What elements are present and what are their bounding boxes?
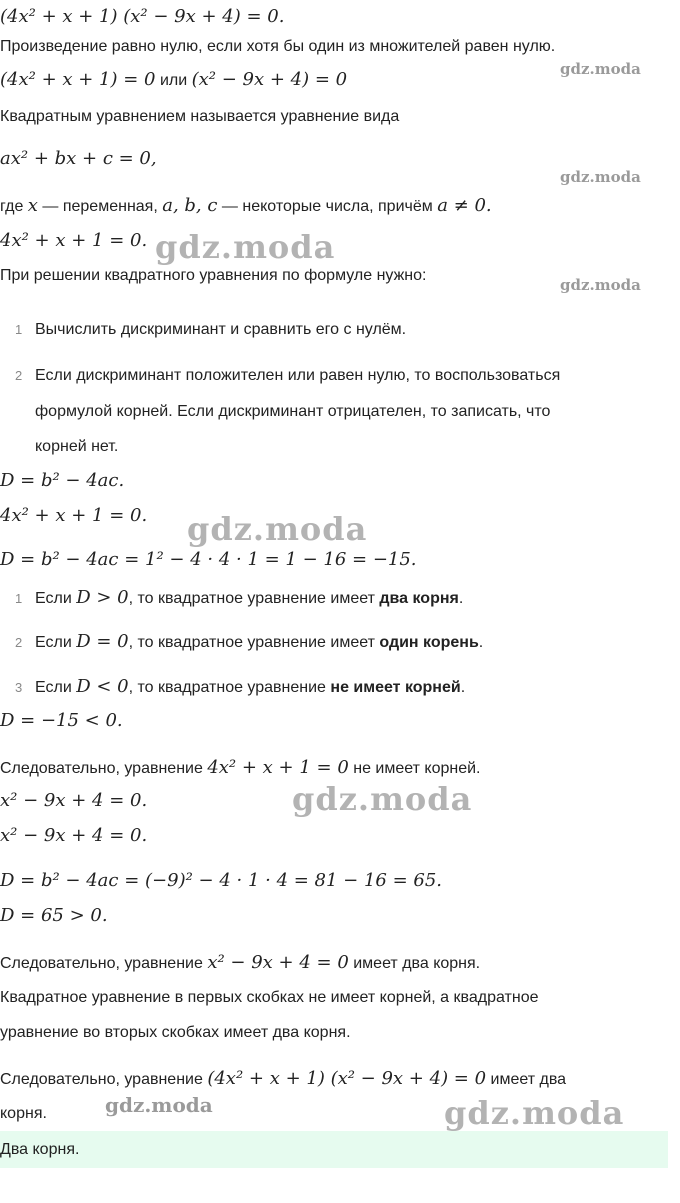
watermark: gdz.moda — [560, 168, 641, 186]
equation-or — [0, 69, 347, 92]
paragraph-conclusion-final-line2: корня. — [0, 1105, 47, 1122]
conclusion-final-eq: (4x² + x + 1) (x² − 9x + 4) = 0 — [207, 1068, 487, 1089]
paragraph-formula-steps: При решении квадратного уравнения по формуле нужно: — [0, 267, 427, 284]
equation-discriminant-1-result: D = −15 < 0. — [0, 710, 123, 731]
case-end: . — [478, 634, 484, 651]
list-item-step-1 — [0, 319, 406, 341]
conclusion-final-text-a: Следовательно, уравнение — [0, 1071, 208, 1088]
case-result: один корень — [379, 634, 479, 651]
case-cond: D > 0 — [76, 587, 129, 608]
equation-general: ax² + bx + c = 0, — [0, 148, 157, 169]
conclusion-2-eq: x² − 9x + 4 = 0 — [207, 952, 349, 973]
watermark: gdz.moda — [187, 510, 368, 548]
equation-discriminant-formula: D = b² − 4ac. — [0, 470, 125, 491]
where-abc: a, b, c — [162, 195, 218, 216]
watermark: gdz.moda — [155, 228, 336, 266]
equation-second-again: x² − 9x + 4 = 0. — [0, 825, 148, 846]
paragraph-summary-line2: уравнение во вторых скобках имеет два корня. — [0, 1024, 351, 1041]
paragraph-where — [0, 195, 492, 218]
list-text: Если дискриминант положителен или равен нулю, то воспользоваться — [35, 367, 561, 384]
case-mid: , то квадратное уравнение имеет — [128, 634, 380, 651]
answer-text: Два корня. — [0, 1141, 80, 1158]
case-mid: , то квадратное уравнение имеет — [128, 590, 380, 607]
case-end: . — [458, 590, 464, 607]
equation-first-again: 4x² + x + 1 = 0. — [0, 505, 148, 526]
conclusion-2-text-b: имеет два корня. — [348, 955, 481, 972]
equation-second: x² − 9x + 4 = 0. — [0, 790, 148, 811]
list-number: 2 — [15, 368, 23, 383]
paragraph-conclusion-final — [0, 1068, 566, 1091]
case-pre: Если — [35, 679, 77, 696]
equation-discriminant-2: D = b² − 4ac = (−9)² − 4 · 1 · 4 = 81 − 16 = 65. — [0, 870, 443, 891]
list-item-step-2-line3: корней нет. — [35, 438, 119, 455]
watermark: gdz.moda — [292, 780, 473, 818]
watermark: gdz.moda — [560, 60, 641, 78]
conclusion-final-text-b: имеет два — [486, 1071, 567, 1088]
where-cond: a ≠ 0. — [437, 195, 492, 216]
case-result: два корня — [379, 590, 459, 607]
case-cond: D < 0 — [76, 676, 129, 697]
where-text-c: — некоторые числа, причём — [217, 198, 438, 215]
conclusion-2-text-a: Следовательно, уравнение — [0, 955, 208, 972]
watermark: gdz.moda — [444, 1094, 625, 1132]
conclusion-1-text-a: Следовательно, уравнение — [0, 760, 208, 777]
watermark: gdz.moda — [105, 1093, 213, 1117]
equation-or-left: (4x² + x + 1) = 0 — [0, 69, 156, 90]
equation-discriminant-1: D = b² − 4ac = 1² − 4 · 4 · 1 = 1 − 16 = −15. — [0, 549, 417, 570]
equation-main: (4x² + x + 1) (x² − 9x + 4) = 0. — [0, 6, 285, 27]
list-item-case-2 — [0, 631, 483, 654]
equation-or-word: или — [155, 72, 192, 89]
case-cond: D = 0 — [76, 631, 129, 652]
where-text-a: где — [0, 198, 28, 215]
case-mid: , то квадратное уравнение — [128, 679, 331, 696]
answer-box — [0, 1131, 668, 1168]
list-number: 3 — [15, 680, 23, 695]
equation-discriminant-2-result: D = 65 > 0. — [0, 905, 108, 926]
case-pre: Если — [35, 590, 77, 607]
list-number: 2 — [15, 635, 23, 650]
case-result: не имеет корней — [330, 679, 461, 696]
watermark: gdz.moda — [560, 276, 641, 294]
list-item-case-1 — [0, 587, 463, 610]
paragraph-summary-line1: Квадратное уравнение в первых скобках не имеет корней, а квадратное — [0, 989, 539, 1006]
list-number: 1 — [15, 322, 23, 337]
case-pre: Если — [35, 634, 77, 651]
list-item-step-2 — [0, 365, 560, 387]
list-item-case-3 — [0, 676, 465, 699]
list-text: Вычислить дискриминант и сравнить его с нулём. — [35, 321, 407, 338]
equation-or-right: (x² − 9x + 4) = 0 — [191, 69, 348, 90]
where-var-x: x — [27, 195, 38, 216]
where-text-b: — переменная, — [37, 198, 163, 215]
paragraph-quadratic-def: Квадратным уравнением называется уравнение вида — [0, 108, 400, 125]
list-number: 1 — [15, 591, 23, 606]
paragraph-conclusion-1 — [0, 757, 480, 780]
paragraph-conclusion-2 — [0, 952, 480, 975]
conclusion-1-eq: 4x² + x + 1 = 0 — [207, 757, 349, 778]
conclusion-1-text-b: не имеет корней. — [348, 760, 481, 777]
list-item-step-2-line2: формулой корней. Если дискриминант отрицателен, то записать, что — [35, 403, 551, 420]
paragraph-product-zero: Произведение равно нулю, если хотя бы один из множителей равен нулю. — [0, 38, 556, 55]
case-end: . — [460, 679, 466, 696]
equation-first: 4x² + x + 1 = 0. — [0, 230, 148, 251]
